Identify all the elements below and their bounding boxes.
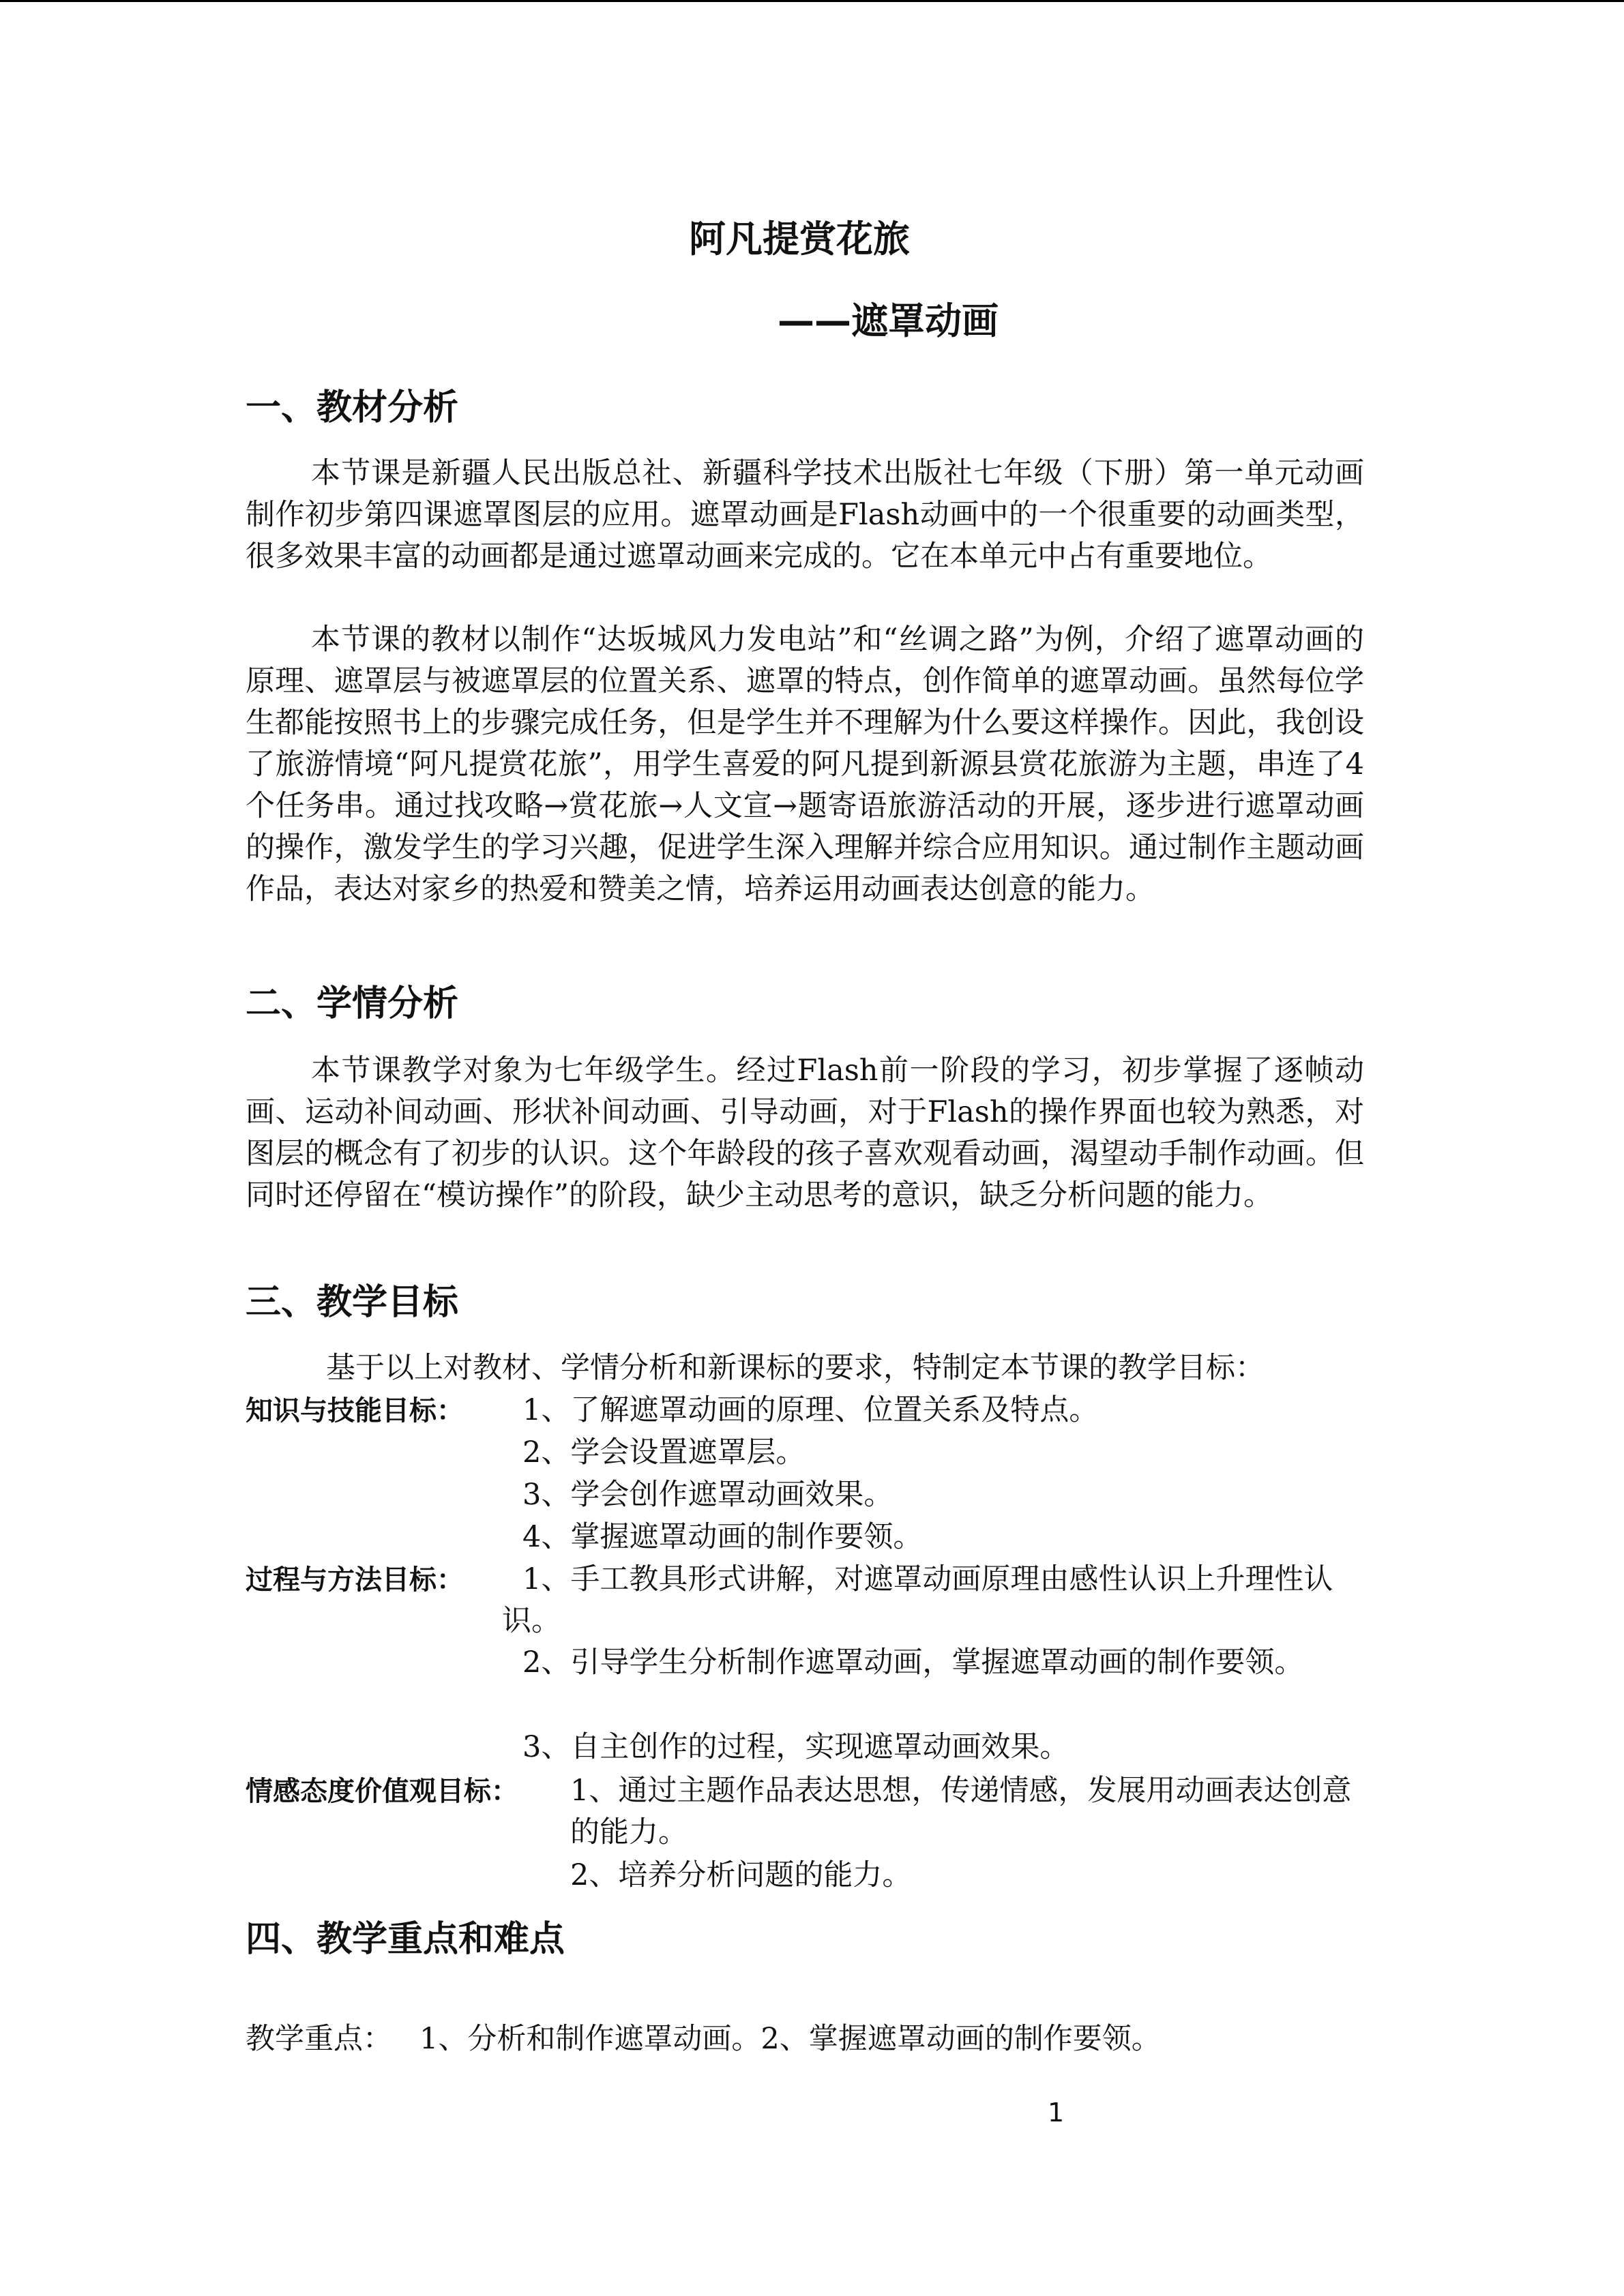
section-heading-textbook-analysis: 一、教材分析: [246, 387, 459, 428]
goal-label-process: 过程与方法目标：: [246, 1564, 464, 1596]
goal-item: 4、掌握遮罩动画的制作要领。: [522, 1520, 923, 1554]
section-paragraph: 本节课是新疆人民出版总社、新疆科学技术出版社七年级（下册）第一单元动画制作初步第四课遮罩图层的应用。遮罩动画是Flash动画中的一个很重要的动画类型，很多效果丰富的动画都是通过遮罩动画来完成的。它在本单元中占有重要地位。: [246, 456, 1364, 573]
goal-item: 2、培养分析问题的能力。: [570, 1858, 912, 1892]
key-point-line: [246, 2018, 1161, 2060]
goal-item: 3、自主创作的过程，实现遮罩动画效果。: [522, 1730, 1069, 1764]
key-point-text: 1、分析和制作遮罩动画。2、掌握遮罩动画的制作要领。: [419, 2022, 1161, 2056]
key-point-label: 教学重点：: [246, 2022, 392, 2056]
goal-item: 3、学会创作遮罩动画效果。: [522, 1478, 894, 1512]
goal-label-attitude: 情感态度价值观目标：: [246, 1775, 518, 1807]
document-title: 阿凡提赏花旅: [689, 218, 910, 260]
goal-item: 1、通过主题作品表达思想，传递情感，发展用动画表达创意的能力。: [570, 1774, 1352, 1849]
page-number: 1: [1048, 2098, 1065, 2128]
section-paragraph: 本节课的教材以制作“达坂城风力发电站”和“丝调之路”为例，介绍了遮罩动画的原理、遮罩层与被遮罩层的位置关系、遮罩的特点，创作简单的遮罩动画。虽然每位学生都能按照书上的步骤完成任务，但是学生并不理解为什么要这样操作。因此，我创设了旅游情境“阿凡提赏花旅”，用学生喜爱的阿凡提到新源县赏花旅游为主题，串连了4个任务串。通过找攻略→赏花旅→人文宣→题寄语旅游活动的开展，逐步进行遮罩动画的操作，激发学生的学习兴趣，促进学生深入理解并综合应用知识。通过制作主题动画作品，表达对家乡的热爱和赞美之情，培养运用动画表达创意的能力。: [246, 623, 1364, 906]
document-subtitle: ——遮罩动画: [778, 299, 999, 342]
section-heading-key-points: 四、教学重点和难点: [246, 1919, 565, 1960]
goal-item: 1、了解遮罩动画的原理、位置关系及特点。: [522, 1393, 1099, 1427]
goal-label-knowledge: 知识与技能目标：: [246, 1395, 464, 1427]
section-heading-teaching-goals: 三、教学目标: [246, 1282, 459, 1323]
goal-item: 2、引导学生分析制作遮罩动画，掌握遮罩动画的制作要领。: [522, 1645, 1304, 1680]
goal-item: 1、手工教具形式讲解，对遮罩动画原理由感性认识上升理性认识。: [502, 1562, 1333, 1638]
goals-intro: 基于以上对教材、学情分析和新课标的要求，特制定本节课的教学目标：: [326, 1351, 1265, 1385]
section-paragraph: 本节课教学对象为七年级学生。经过Flash前一阶段的学习，初步掌握了逐帧动画、运动补间动画、形状补间动画、引导动画，对于Flash的操作界面也较为熟悉，对图层的概念有了初步的认识。这个年龄段的孩子喜欢观看动画，渴望动手制作动画。但同时还停留在“模访操作”的阶段，缺少主动思考的意识，缺乏分析问题的能力。: [246, 1054, 1364, 1212]
section-heading-learner-analysis: 二、学情分析: [246, 983, 459, 1024]
goal-item: 2、学会设置遮罩层。: [522, 1435, 806, 1470]
page-top-border: [0, 0, 1624, 2]
